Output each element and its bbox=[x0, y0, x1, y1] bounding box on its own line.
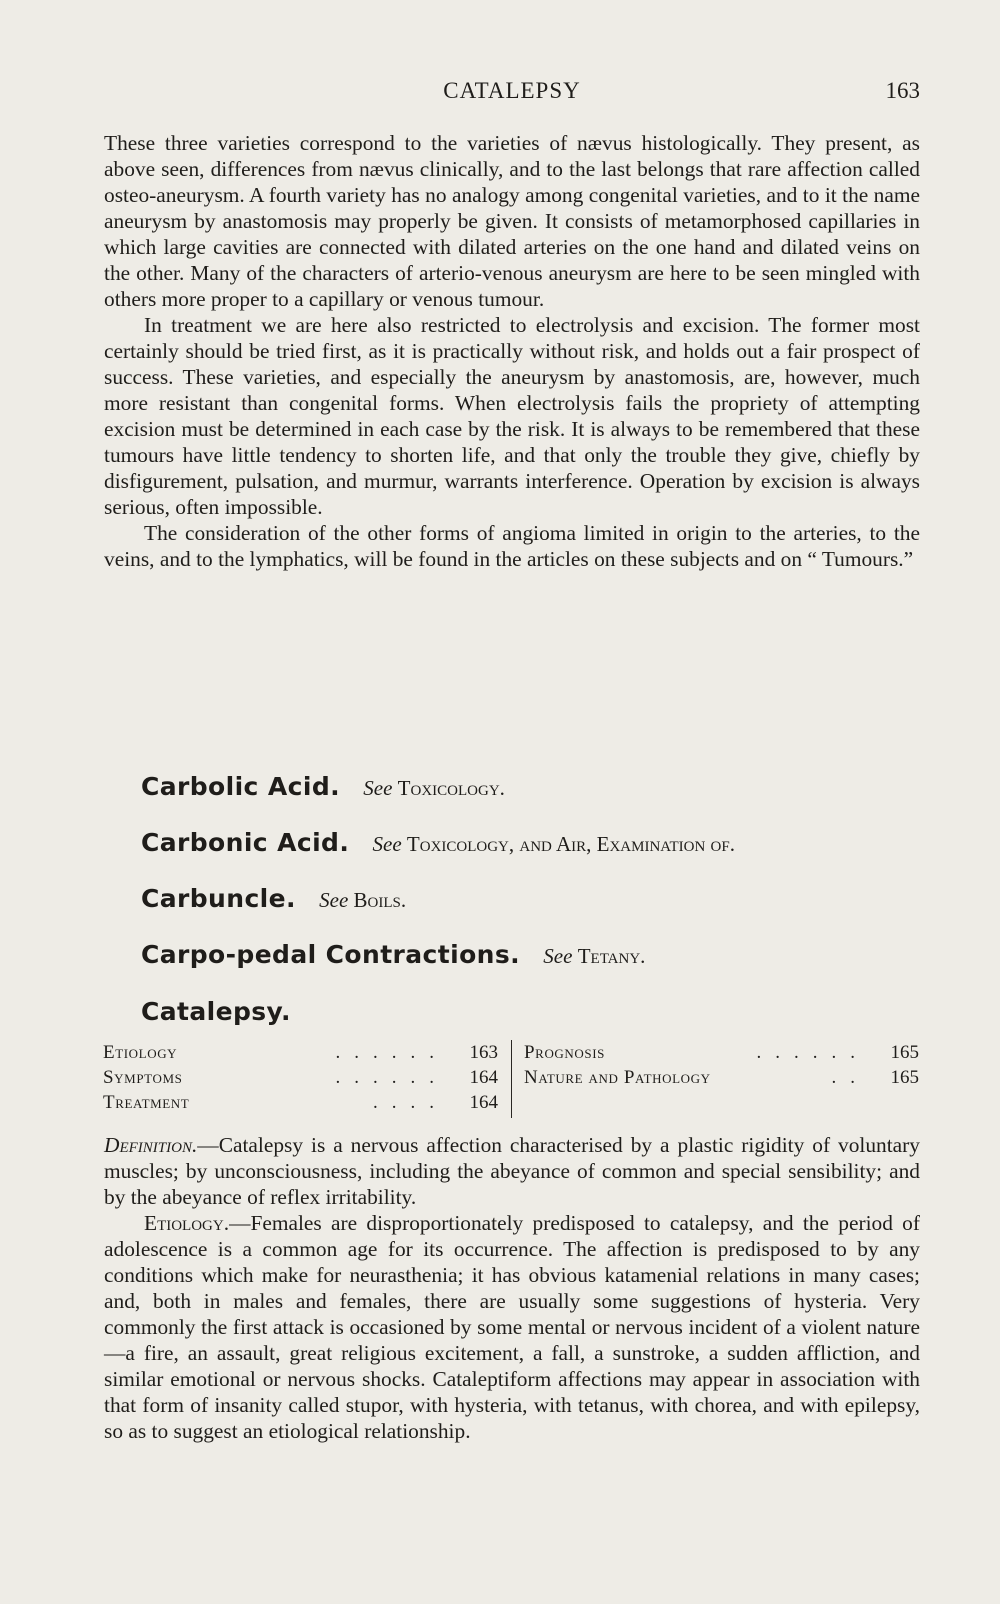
cross-reference-target: Tetany. bbox=[577, 944, 646, 968]
etiology-paragraph bbox=[104, 1210, 920, 1444]
see-label: See bbox=[372, 832, 402, 856]
paragraph: In treatment we are here also restricted to electrolysis and excision. The former most certainly should be tried first, as it is practically without risk, and holds out a fair prospect of success. These varieties, and especially the aneurysm by anastomosis, are, however, much more resistant than congenital forms. When electrolysis fails the propriety of attempting excision must be determined in each case by the risk. It is always to be remembered that these tumours have little tendency to shorten life, and that only the trouble they give, chiefly by disfigurement, pulsation, and murmur, warrants interference. Operation by excision is always serious, often impossible. bbox=[104, 313, 920, 519]
cross-reference-target: Toxicology, and Air, Examination of. bbox=[406, 832, 735, 856]
contents-label: Treatment bbox=[103, 1092, 190, 1113]
entry-heading: Catalepsy. bbox=[141, 997, 291, 1026]
leader-dots: .. bbox=[831, 1067, 869, 1088]
page-number: 163 bbox=[885, 78, 920, 103]
contents-row bbox=[103, 1040, 498, 1065]
continued-article-text bbox=[104, 130, 920, 572]
paragraph: These three varieties correspond to the varieties of nævus histologically. They present, as above seen, differences from nævus clinically, and to the last belongs that rare affection called osteo-aneurysm. A fourth variety has no analogy among congenital varieties, and to it the name aneurysm by anastomosis may properly be given. It consists of metamorphosed capillaries in which large cavities are connected with dilated arteries on the one hand and dilated veins on the other. Many of the characters of arterio-venous aneurysm are here to be seen mingled with others more proper to a capillary or venous tumour. bbox=[104, 131, 920, 311]
cross-reference-target: Boils. bbox=[353, 888, 407, 912]
contents-page: 164 bbox=[469, 1067, 498, 1088]
contents-page: 165 bbox=[890, 1042, 919, 1063]
cross-reference-term: Carbuncle. bbox=[141, 884, 296, 913]
contents-page: 165 bbox=[890, 1067, 919, 1088]
see-label: See bbox=[363, 776, 393, 800]
contents-row bbox=[103, 1065, 498, 1090]
contents-row bbox=[103, 1090, 498, 1115]
contents-label: Prognosis bbox=[524, 1042, 605, 1063]
leader-dots: ...... bbox=[335, 1067, 448, 1088]
etiology-text: —Females are disproportionately predisposed to catalepsy, and the period of adolescence is a common age for its occurrence. The affection is predisposed to by any conditions which make for neurasthenia; it has obvious katamenial relations in many cases; and, both in males and females, there are usually some suggestions of hysteria. Very commonly the first attack is occasioned by some mental or nervous incident of a violent nature—a fire, an assault, great religious excitement, a fall, a sunstroke, a sudden affliction, and similar emotional or nervous shocks. Cataleptiform affections may appear in association with that form of insanity called stupor, with hysteria, with tetanus, with chorea, and with epilepsy, so as to suggest an etiological relationship. bbox=[104, 1211, 920, 1443]
contents-label: Etiology bbox=[103, 1042, 178, 1063]
contents-label: Symptoms bbox=[103, 1067, 183, 1088]
cross-reference-carbolic-acid bbox=[141, 772, 505, 801]
contents-label: Nature and Pathology bbox=[524, 1067, 711, 1088]
etiology-label: Etiology. bbox=[144, 1211, 230, 1235]
running-title: CATALEPSY bbox=[443, 78, 581, 103]
definition-paragraph bbox=[104, 1132, 920, 1210]
leader-dots: .... bbox=[373, 1092, 448, 1113]
contents-column-right bbox=[511, 1040, 919, 1118]
see-label: See bbox=[319, 888, 349, 912]
contents-column-left bbox=[103, 1040, 498, 1115]
cross-reference-target: Toxicology. bbox=[397, 776, 505, 800]
contents-row bbox=[524, 1040, 919, 1065]
cross-reference-carbonic-acid bbox=[141, 828, 735, 857]
see-label: See bbox=[543, 944, 573, 968]
definition-text: —Catalepsy is a nervous affection characterised by a plastic rigidity of voluntary muscles; by unconsciousness, including the abeyance of common and special sensibility; and by the abeyance of reflex irritability. bbox=[104, 1133, 920, 1209]
cross-reference-term: Carbonic Acid. bbox=[141, 828, 350, 857]
cross-reference-term: Carpo-pedal Contractions. bbox=[141, 940, 521, 969]
contents-row bbox=[524, 1065, 919, 1090]
cross-reference-carpo-pedal-contractions bbox=[141, 940, 645, 969]
cross-reference-carbuncle bbox=[141, 884, 406, 913]
entry-body-text bbox=[104, 1132, 920, 1444]
contents-page: 163 bbox=[469, 1042, 498, 1063]
running-head bbox=[104, 78, 920, 108]
contents-page: 164 bbox=[469, 1092, 498, 1113]
leader-dots: ...... bbox=[756, 1042, 869, 1063]
paragraph: The consideration of the other forms of angioma limited in origin to the arteries, to the veins, and to the lymphatics, will be found in the articles on these subjects and on “ Tumours.” bbox=[104, 521, 920, 571]
definition-label: Definition. bbox=[104, 1133, 198, 1157]
cross-reference-term: Carbolic Acid. bbox=[141, 772, 341, 801]
leader-dots: ...... bbox=[335, 1042, 448, 1063]
